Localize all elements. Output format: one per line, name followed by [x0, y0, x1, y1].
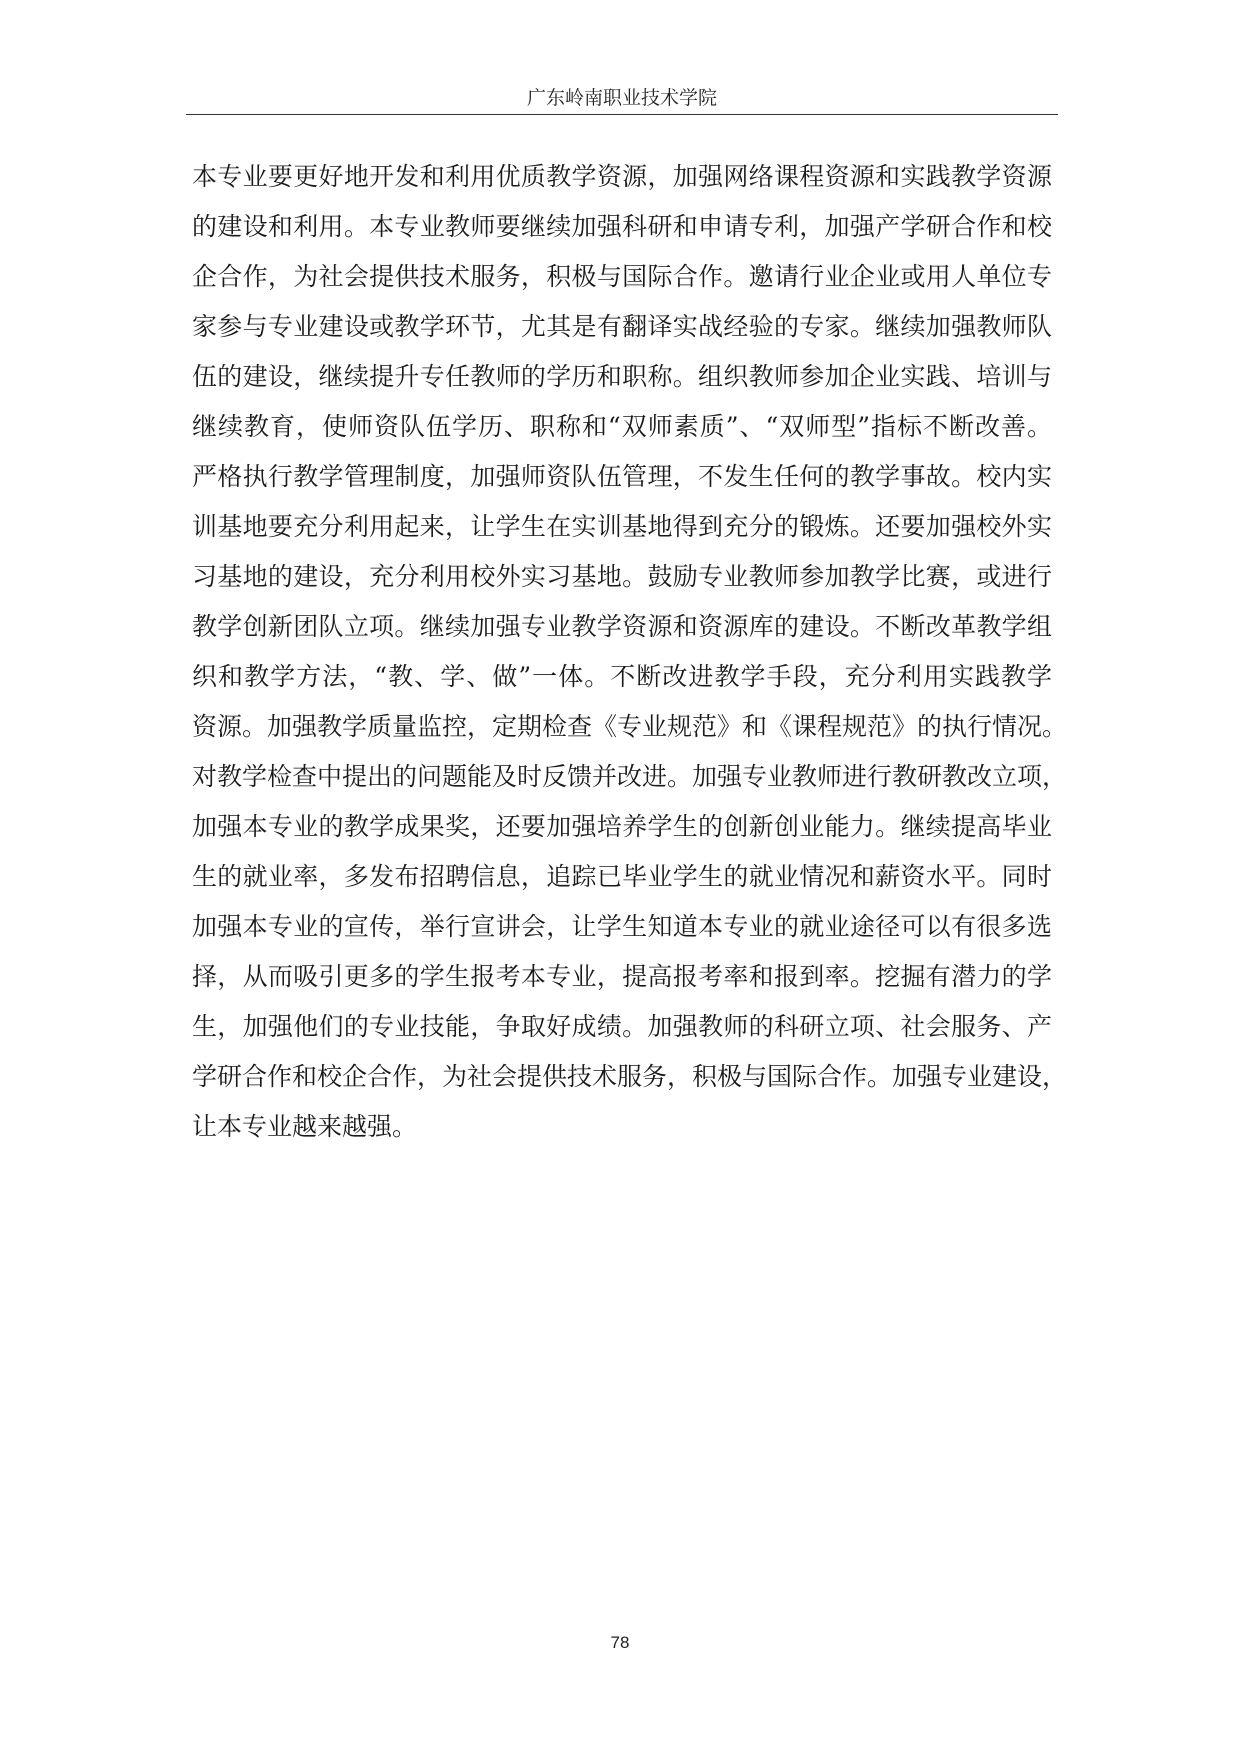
paragraph-line: 加强本专业的宣传，举行宣讲会，让学生知道本专业的就业途径可以有很多选 — [192, 912, 1052, 941]
paragraph-line: 教学创新团队立项。继续加强专业教学资源和资源库的建设。不断改革教学组 — [192, 612, 1052, 641]
paragraph-line: 家参与专业建设或教学环节，尤其是有翻译实战经验的专家。继续加强教师队 — [192, 312, 1052, 341]
paragraph-line: 加强本专业的教学成果奖，还要加强培养学生的创新创业能力。继续提高毕业 — [192, 812, 1052, 841]
paragraph-line: 企合作，为社会提供技术服务，积极与国际合作。邀请行业企业或用人单位专 — [192, 262, 1052, 291]
paragraph-line: 生的就业率，多发布招聘信息，追踪已毕业学生的就业情况和薪资水平。同时 — [192, 862, 1052, 891]
paragraph-line: 训基地要充分利用起来，让学生在实训基地得到充分的锻炼。还要加强校外实 — [192, 512, 1052, 541]
body-paragraph — [192, 152, 1068, 1152]
paragraph-line: 严格执行教学管理制度，加强师资队伍管理，不发生任何的教学事故。校内实 — [192, 462, 1052, 491]
paragraph-line: 对教学检查中提出的问题能及时反馈并改进。加强专业教师进行教研教改立项， — [192, 762, 1068, 791]
paragraph-line: 资源。加强教学质量监控，定期检查《专业规范》和《课程规范》的执行情况。 — [192, 712, 1068, 741]
paragraph-line: 织和教学方法，“教、学、做”一体。不断改进教学手段，充分利用实践教学 — [192, 662, 1052, 691]
paragraph-line: 继续教育，使师资队伍学历、职称和“双师素质”、“双师型”指标不断改善。 — [192, 412, 1052, 441]
page-header-title: 广东岭南职业技术学院 — [526, 87, 717, 109]
paragraph-line: 习基地的建设，充分利用校外实习基地。鼓励专业教师参加教学比赛，或进行 — [192, 562, 1052, 591]
page-number: 78 — [610, 1633, 630, 1652]
paragraph-line: 择，从而吸引更多的学生报考本专业，提高报考率和报到率。挖掘有潜力的学 — [192, 962, 1052, 991]
paragraph-line: 伍的建设，继续提升专任教师的学历和职称。组织教师参加企业实践、培训与 — [192, 362, 1052, 391]
paragraph-line: 让本专业越来越强。 — [192, 1112, 418, 1141]
header-divider — [186, 114, 1058, 115]
paragraph-line: 生，加强他们的专业技能，争取好成绩。加强教师的科研立项、社会服务、产 — [192, 1012, 1052, 1041]
paragraph-line: 的建设和利用。本专业教师要继续加强科研和申请专利，加强产学研合作和校 — [192, 212, 1052, 241]
paragraph-line: 学研合作和校企合作，为社会提供技术服务，积极与国际合作。加强专业建设， — [192, 1062, 1068, 1091]
paragraph-line: 本专业要更好地开发和利用优质教学资源，加强网络课程资源和实践教学资源 — [192, 162, 1052, 191]
